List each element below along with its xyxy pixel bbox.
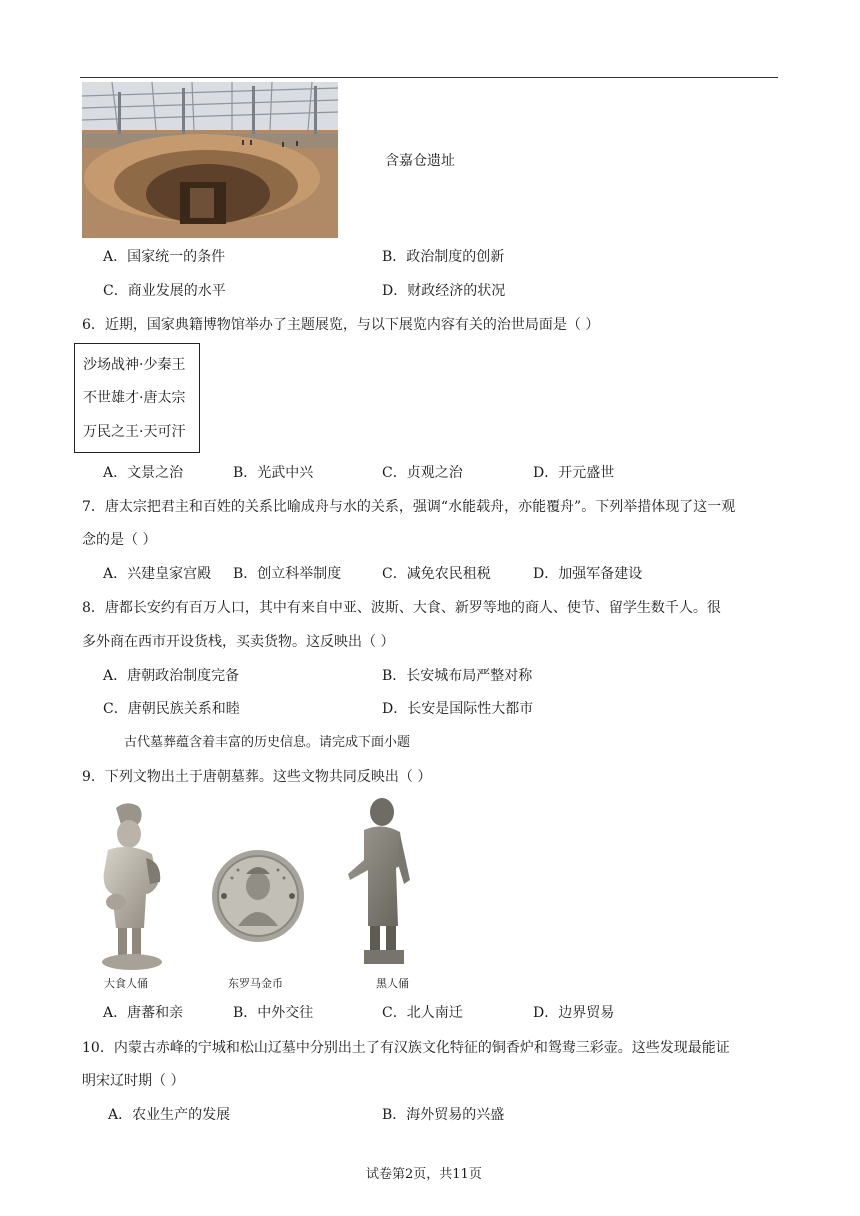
q8-option-c[interactable]: C．唐朝民族关系和睦 — [103, 701, 240, 717]
q9-stem: 9．下列文物出土于唐朝墓葬。这些文物共同反映出（ ） — [82, 769, 432, 785]
q10-option-b[interactable]: B．海外贸易的兴盛 — [382, 1107, 505, 1123]
exhibit-line-1: 沙场战神·少秦王 — [83, 357, 186, 373]
q6-stem: 6．近期，国家典籍博物馆举办了主题展览，与以下展览内容有关的治世局面是（ ） — [82, 317, 600, 333]
q8-stem-line-1: 8．唐都长安约有百万人口，其中有来自中亚、波斯、大食、新罗等地的商人、使节、留学生数千人。很 — [82, 600, 721, 616]
page-footer: 试卷第2页，共11页 — [366, 1167, 482, 1182]
exhibit-line-3: 万民之王·天可汗 — [83, 424, 186, 440]
exhibit-line-2: 不世雄才·唐太宗 — [83, 390, 186, 406]
q9-option-a[interactable]: A．唐蕃和亲 — [103, 1005, 184, 1021]
q6-option-d[interactable]: D．开元盛世 — [533, 465, 615, 481]
artifact-label-1: 大食人俑 — [104, 977, 148, 990]
q5-option-d[interactable]: D．财政经济的状况 — [382, 283, 506, 299]
q5-option-c[interactable]: C．商业发展的水平 — [103, 283, 226, 299]
q8-option-b[interactable]: B．长安城布局严整对称 — [382, 668, 533, 684]
q10-option-a[interactable]: A．农业生产的发展 — [108, 1107, 231, 1123]
q6-option-a[interactable]: A．文景之治 — [103, 465, 184, 481]
q8-stem-line-2: 多外商在西市开设货栈，买卖货物。这反映出（ ） — [82, 634, 395, 650]
q7-option-a[interactable]: A．兴建皇家宫殿 — [103, 566, 212, 582]
exhibit-box — [74, 343, 200, 453]
q8-option-d[interactable]: D．长安是国际性大都市 — [382, 701, 534, 717]
q5-option-a[interactable]: A．国家统一的条件 — [103, 249, 226, 265]
q9-option-d[interactable]: D．边界贸易 — [533, 1005, 615, 1021]
q7-option-b[interactable]: B．创立科举制度 — [233, 566, 342, 582]
artifact-label-2: 东罗马金币 — [228, 977, 283, 990]
q9-option-c[interactable]: C．北人南迁 — [382, 1005, 463, 1021]
hanjia-granary-photo — [82, 82, 338, 238]
q6-option-b[interactable]: B．光武中兴 — [233, 465, 314, 481]
artifact-label-3: 黑人俑 — [376, 977, 409, 990]
q9-option-b[interactable]: B．中外交往 — [233, 1005, 314, 1021]
q7-option-d[interactable]: D．加强军备建设 — [533, 566, 643, 582]
q5-option-b[interactable]: B．政治制度的创新 — [382, 249, 505, 265]
q7-stem-line-2: 念的是（ ） — [82, 532, 157, 548]
q10-stem-line-1: 10．内蒙古赤峰的宁城和松山辽墓中分别出土了有汉族文化特征的铜香炉和鸳鸯三彩壶。这些发现最能证 — [82, 1040, 730, 1056]
q8-option-a[interactable]: A．唐朝政治制度完备 — [103, 668, 240, 684]
header-rule — [80, 77, 778, 78]
section-intro: 古代墓葬蕴含着丰富的历史信息。请完成下面小题 — [124, 735, 411, 750]
q10-stem-line-2: 明宋辽时期（ ） — [82, 1073, 185, 1089]
q7-option-c[interactable]: C．减免农民租税 — [382, 566, 491, 582]
q6-option-c[interactable]: C．贞观之治 — [382, 465, 463, 481]
african-figurine-image — [344, 794, 416, 970]
q7-stem-line-1: 7．唐太宗把君主和百姓的关系比喻成舟与水的关系，强调“水能载舟，亦能覆舟”。下列举措体现了这一观 — [82, 499, 736, 515]
arab-figurine-image — [86, 798, 172, 976]
byzantine-coin-image — [210, 848, 306, 944]
photo-caption: 含嘉仓遗址 — [385, 153, 455, 169]
